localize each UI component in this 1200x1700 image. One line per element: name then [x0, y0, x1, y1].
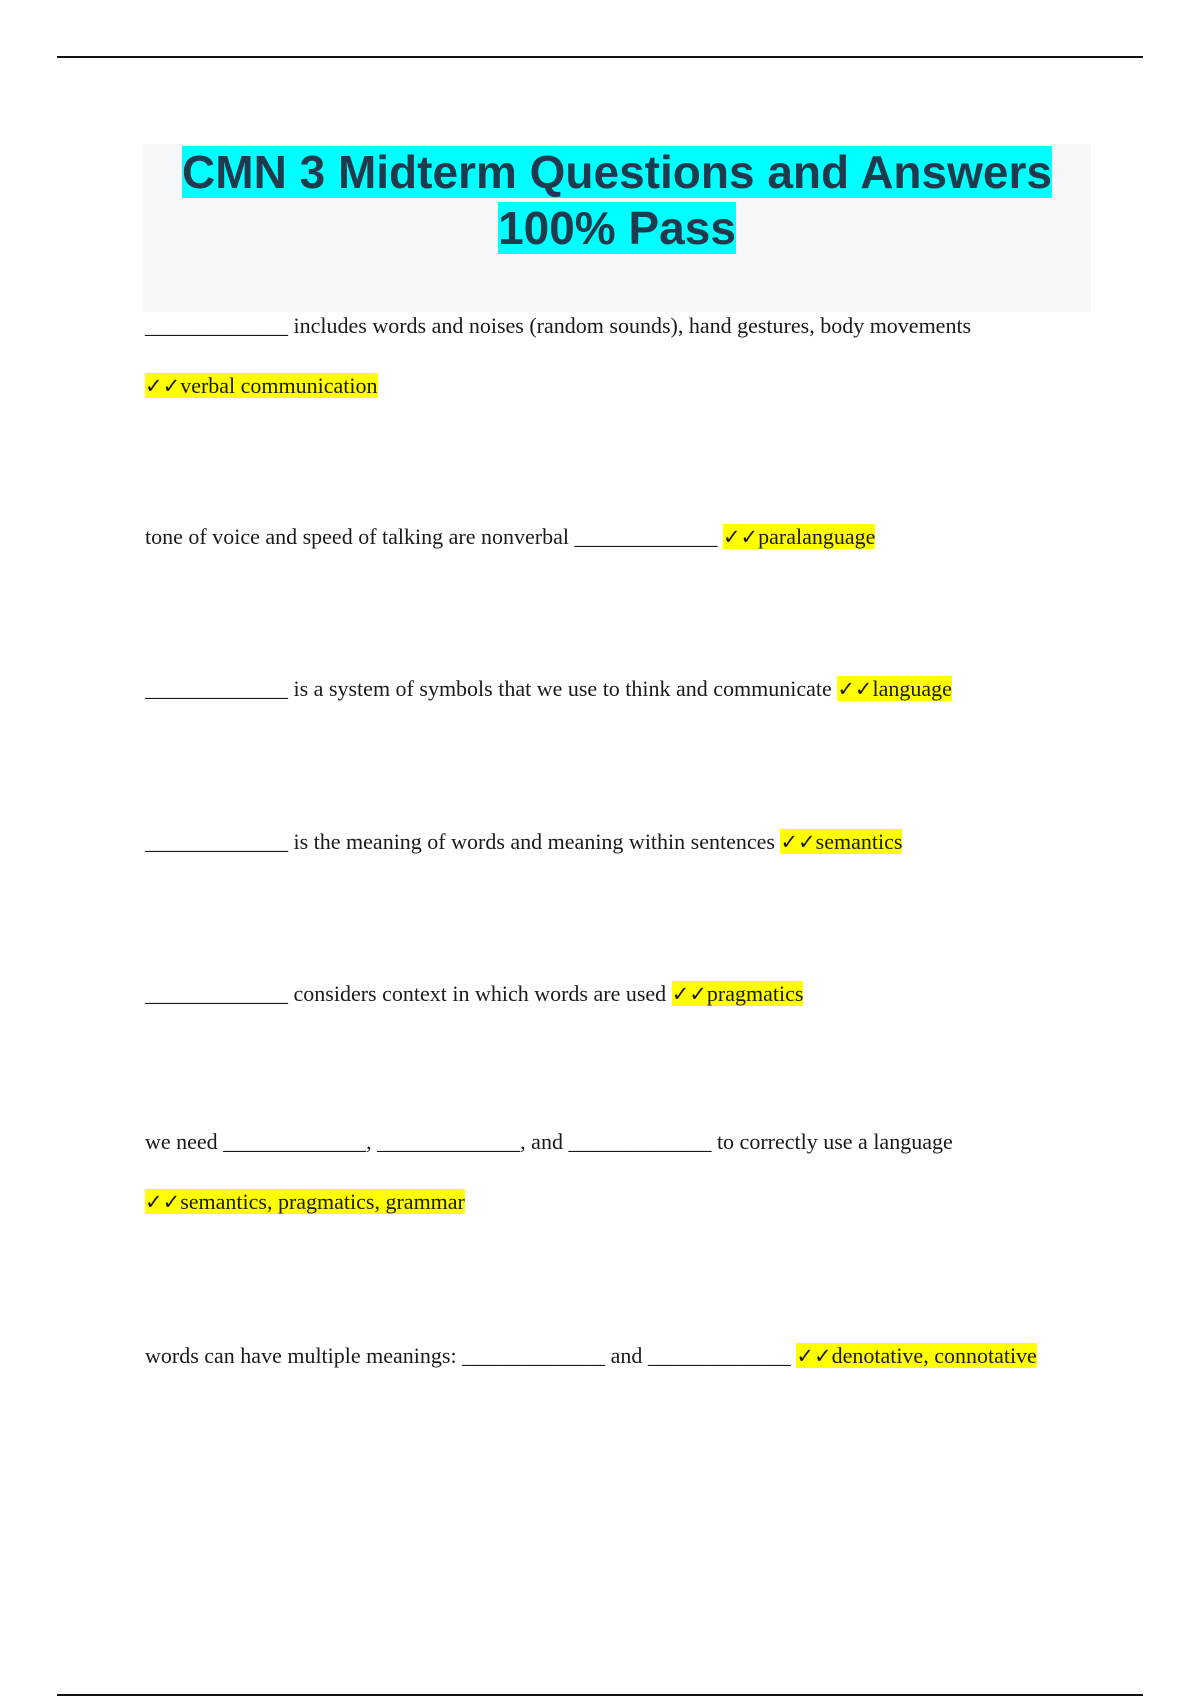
title-line-2: [143, 200, 1091, 256]
question-text: we need _____________, _____________, and _____________ to correctly use a language: [145, 1129, 953, 1154]
check-mark-icon: ✓✓: [796, 1344, 832, 1368]
qa-item-1: [145, 296, 1085, 416]
answer-text: paralanguage: [758, 524, 876, 549]
qa-item-4: [145, 812, 1085, 872]
question-text: _____________ includes words and noises (random sounds), hand gestures, body movements: [145, 313, 972, 338]
answer-text: semantics, pragmatics, grammar: [180, 1189, 465, 1214]
top-rule: [57, 56, 1143, 58]
qa-item-5: [145, 964, 1085, 1024]
check-mark-icon: ✓✓: [671, 982, 707, 1006]
title-line-1: [143, 144, 1091, 200]
answer-highlight: [837, 676, 952, 701]
answer-highlight: [145, 1189, 465, 1214]
qa-item-3: [145, 659, 1085, 719]
qa-item-2: [145, 507, 1085, 567]
bottom-rule: [57, 1694, 1143, 1696]
answer-highlight: [796, 1343, 1036, 1368]
answer-text: pragmatics: [706, 981, 804, 1006]
answer-text: semantics: [815, 829, 903, 854]
qa-item-7: [145, 1326, 1085, 1386]
answer-highlight: [780, 829, 902, 854]
question-text: _____________ is the meaning of words and meaning within sentences: [145, 829, 775, 854]
check-mark-icon: ✓✓: [145, 374, 181, 398]
answer-highlight: [672, 981, 804, 1006]
qa-item-6: [145, 1112, 1085, 1232]
check-mark-icon: ✓✓: [145, 1190, 181, 1214]
check-mark-icon: ✓✓: [722, 525, 759, 549]
check-mark-icon: ✓✓: [837, 677, 873, 701]
page-subtitle: 100% Pass: [498, 202, 736, 254]
question-text: _____________ is a system of symbols that we use to think and communicate: [145, 676, 832, 701]
answer-text: denotative, connotative: [831, 1343, 1037, 1368]
question-text: _____________ considers context in which words are used: [145, 981, 667, 1006]
page-title: CMN 3 Midterm Questions and Answers: [182, 146, 1052, 198]
answer-text: verbal communication: [180, 373, 378, 398]
question-text: tone of voice and speed of talking are nonverbal _____________: [145, 524, 718, 549]
question-text: words can have multiple meanings: _____________ and _____________: [145, 1343, 791, 1368]
title-block: [143, 144, 1091, 312]
answer-highlight: [145, 373, 378, 398]
answer-text: language: [872, 676, 952, 701]
answer-highlight: [723, 524, 875, 549]
check-mark-icon: ✓✓: [780, 830, 816, 854]
